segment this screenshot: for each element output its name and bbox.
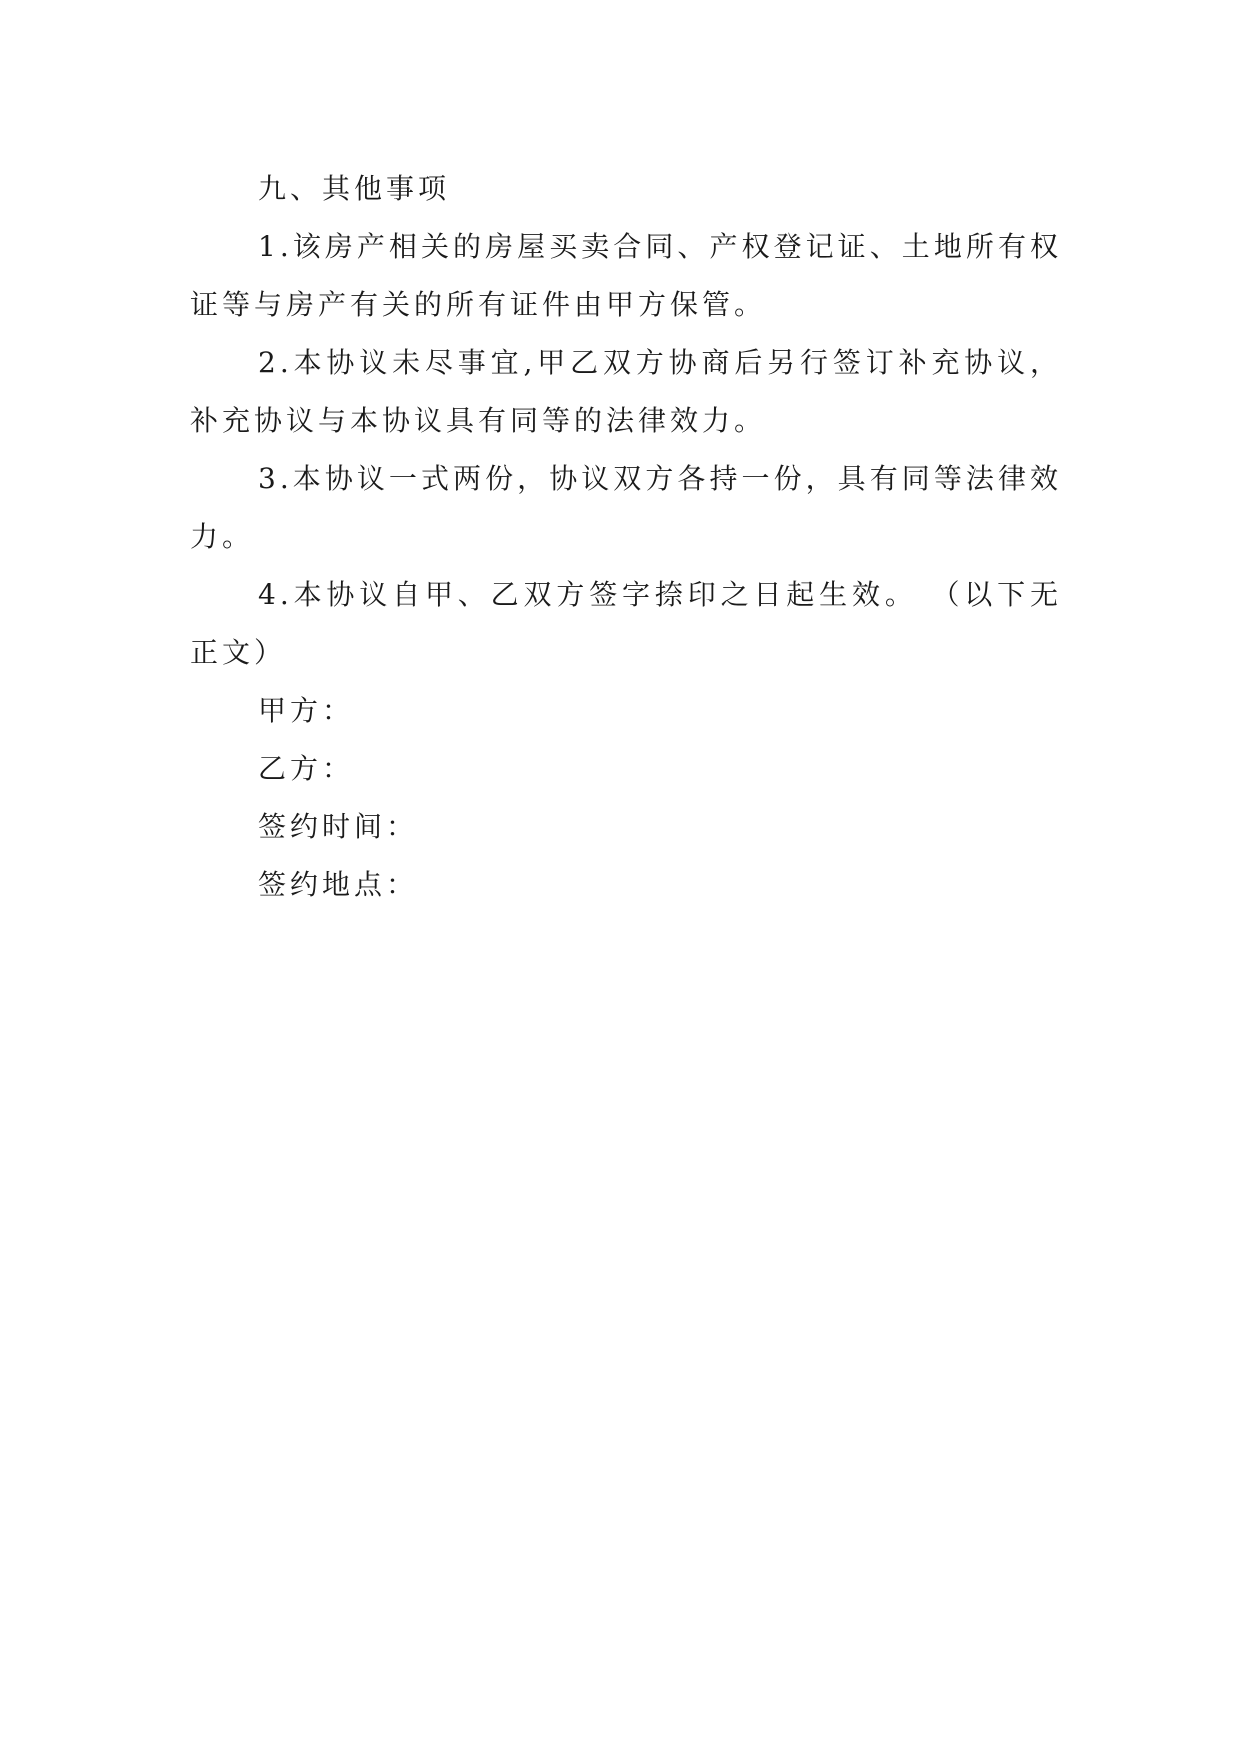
party-b-label: 乙方： (258, 752, 355, 785)
sign-time-label: 签约时间： (258, 810, 419, 843)
clause-1: 1.该房产相关的房屋买卖合同、产权登记证、土地所有权证等与房产有关的所有证件由甲方保管。 (190, 230, 1062, 321)
document-body (190, 160, 1062, 914)
clause-4: 4.本协议自甲、乙双方签字捺印之日起生效。 （以下无正文） (190, 578, 1062, 669)
clause-3: 3.本协议一式两份，协议双方各持一份，具有同等法律效力。 (190, 462, 1062, 553)
sign-place-label: 签约地点： (258, 868, 419, 901)
party-a-label: 甲方： (258, 694, 355, 727)
clause-2: 2.本协议未尽事宜,甲乙双方协商后另行签订补充协议，补充协议与本协议具有同等的法律效力。 (190, 346, 1062, 437)
section-heading: 九、其他事项 (258, 172, 451, 205)
